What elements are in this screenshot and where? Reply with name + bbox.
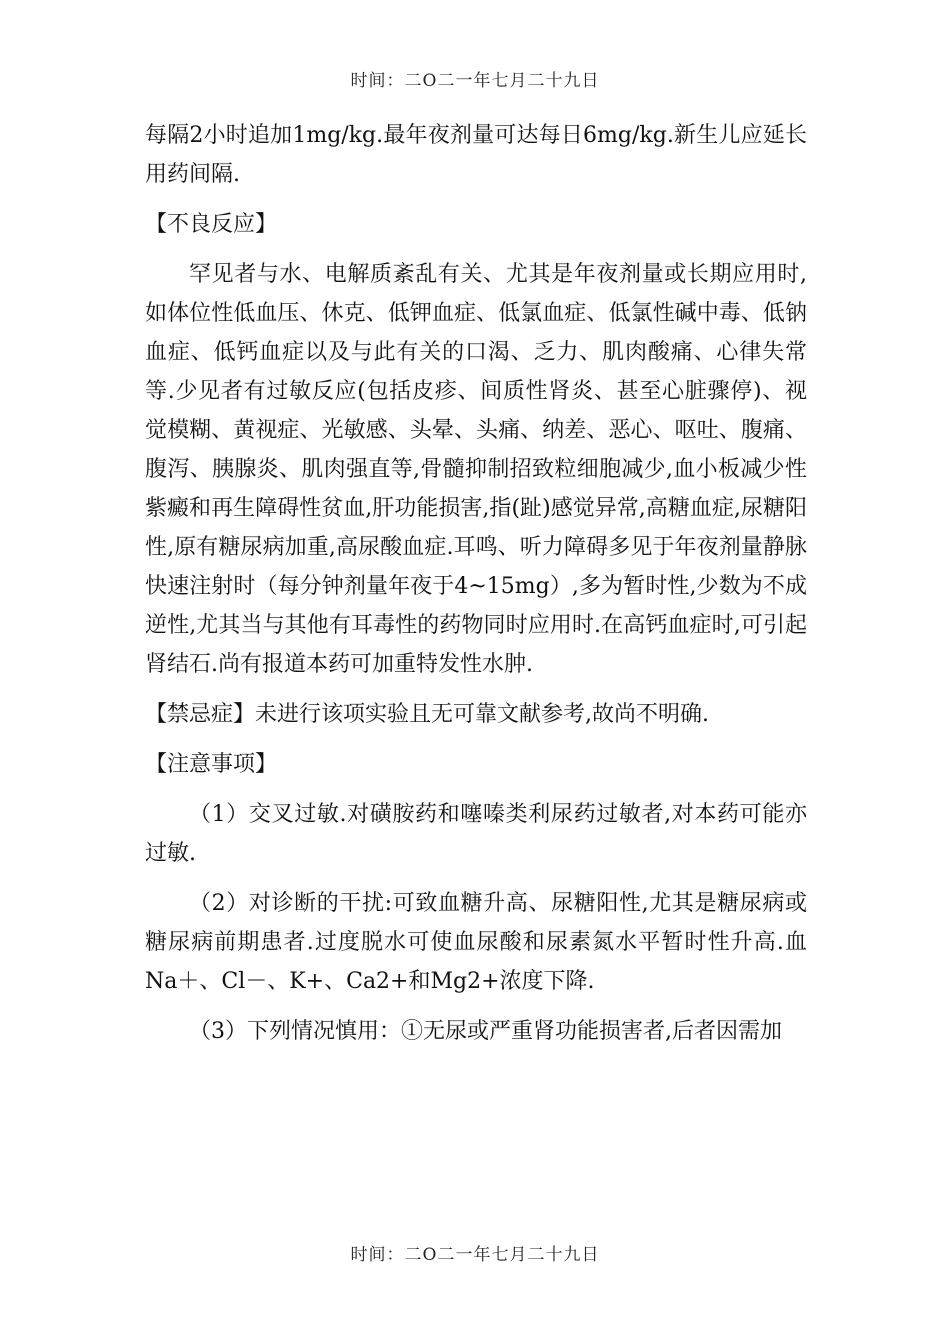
document-body (145, 116, 807, 1062)
adverse-reactions-paragraph: 罕见者与水、电解质紊乱有关、尤其是年夜剂量或长期应用时,如体位性低血压、休克、低钾血症、低氯血症、低氯性碱中毒、低钠血症、低钙血症以及与此有关的口渴、乏力、肌肉酸痛、心律失常等.少见者有过敏反应(包括皮疹、间质性肾炎、甚至心脏骤停)、视觉模糊、黄视症、光敏感、头晕、头痛、纳差、恶心、呕吐、腹痛、腹泻、胰腺炎、肌肉强直等,骨髓抑制招致粒细胞减少,血小板减少性紫癜和再生障碍性贫血,肝功能损害,指(趾)感觉异常,高糖血症,尿糖阳性,原有糖尿病加重,高尿酸血症.耳鸣、听力障碍多见于年夜剂量静脉快速注射时（每分钟剂量年夜于4~15mg）,多为暂时性,少数为不成逆性,尤其当与其他有耳毒性的药物同时应用时.在高钙血症时,可引起肾结石.尚有报道本药可加重特发性水肿. (145, 262, 807, 677)
adverse-reactions-heading: 【不良反应】 (145, 212, 278, 237)
precaution-item-3: （3）下列情况慎用：①无尿或严重肾功能损害者,后者因需加 (189, 1019, 782, 1044)
contraindications-text: 未进行该项实验且无可靠文献参考,故尚不明确. (255, 702, 710, 727)
precaution-item-1: （1）交叉过敏.对磺胺药和噻嗪类利尿药过敏者,对本药可能亦过敏. (145, 802, 807, 866)
dosage-continuation-paragraph: 每隔2小时追加1mg/kg.最年夜剂量可达每日6mg/kg.新生儿应延长用药间隔. (145, 123, 807, 187)
precaution-item-2: （2）对诊断的干扰:可致血糖升高、尿糖阳性,尤其是糖尿病或糖尿病前期患者.过度脱水可使血尿酸和尿素氮水平暂时性升高.血Na＋、Cl－、K+、Ca2+和Mg2+浓度下降. (145, 891, 807, 994)
contraindications-heading: 【禁忌症】 (145, 702, 256, 727)
page-footer-date: 时间：二O二一年七月二十九日 (350, 1245, 600, 1265)
page-header-date: 时间：二O二一年七月二十九日 (350, 71, 600, 91)
precautions-heading: 【注意事项】 (145, 752, 278, 777)
contraindications-paragraph (145, 695, 807, 734)
